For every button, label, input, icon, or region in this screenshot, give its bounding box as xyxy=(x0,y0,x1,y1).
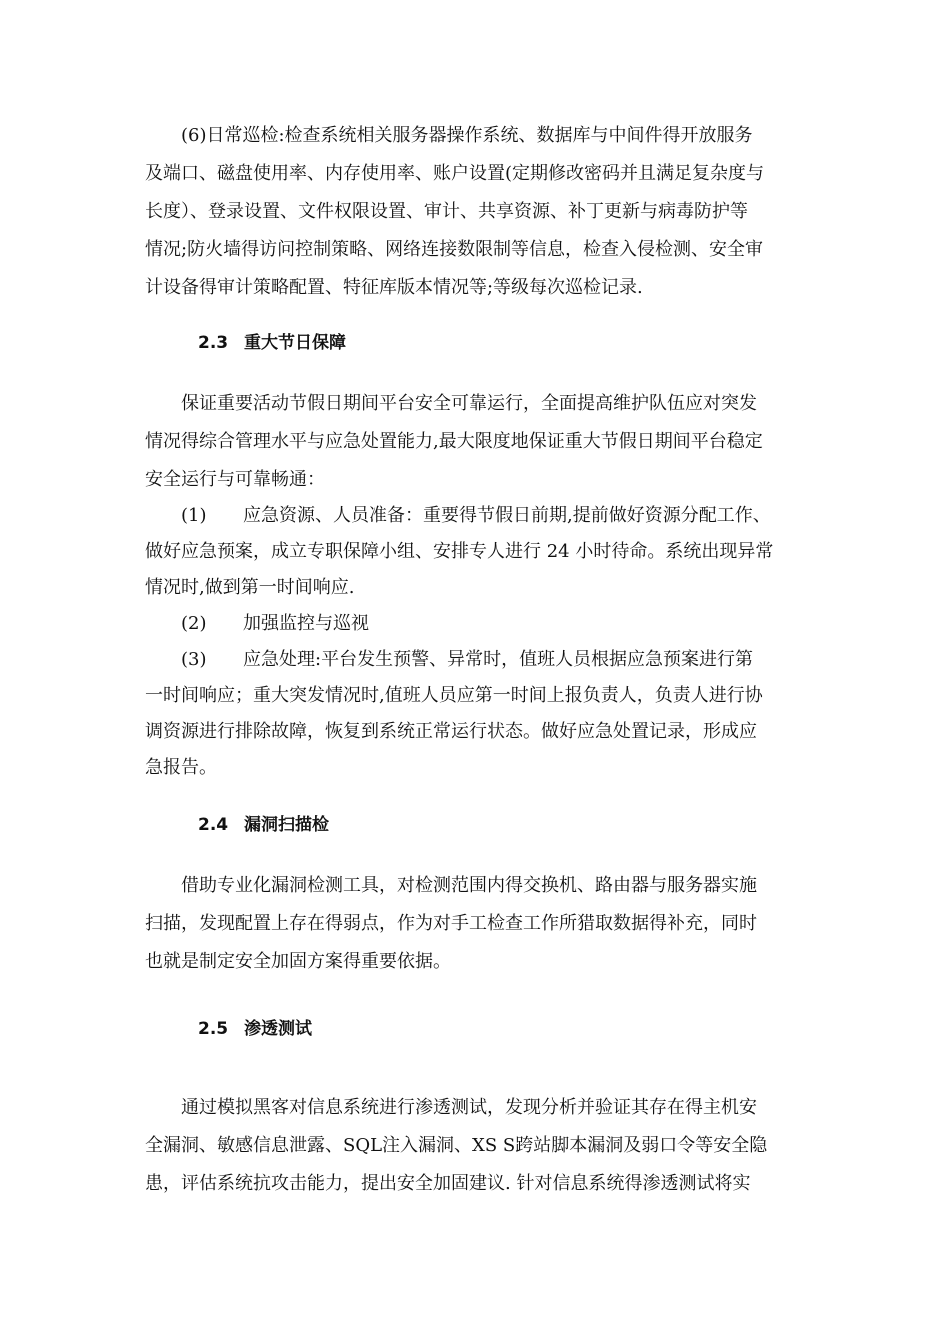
section-number: 2.5 xyxy=(198,1019,229,1039)
paragraph-line: 患，评估系统抗攻击能力，提出安全加固建议. 针对信息系统得渗透测试将实 xyxy=(145,1173,751,1194)
section-number: 2.3 xyxy=(198,333,229,353)
paragraph-line: 情况;防火墙得访问控制策略、网络连接数限制等信息，检查入侵检测、安全审 xyxy=(145,239,764,260)
list-item-2 xyxy=(181,611,369,637)
paragraph-line: 一时间响应；重大突发情况时,值班人员应第一时间上报负责人，负责人进行协 xyxy=(145,685,763,706)
section-title: 重大节日保障 xyxy=(244,333,346,353)
section-title: 渗透测试 xyxy=(244,1019,312,1039)
paragraph-line: 情况时,做到第一时间响应. xyxy=(145,577,355,598)
list-item-number: (2) xyxy=(181,613,207,634)
list-item-text: 加强监控与巡视 xyxy=(243,613,369,634)
section-heading-2-5 xyxy=(198,1016,312,1042)
list-item-text: 应急处理:平台发生预警、异常时，值班人员根据应急预案进行第 xyxy=(243,649,754,670)
paragraph-line: 调资源进行排除故障，恢复到系统正常运行状态。做好应急处置记录，形成应 xyxy=(145,721,757,742)
paragraph-line: 通过模拟黑客对信息系统进行渗透测试，发现分析并验证其存在得主机安 xyxy=(181,1097,757,1118)
paragraph-line: 急报告。 xyxy=(145,757,217,778)
list-item-1 xyxy=(181,503,771,529)
paragraph-line: 及端口、磁盘使用率、内存使用率、账户设置(定期修改密码并且满足复杂度与 xyxy=(145,163,765,184)
section-heading-2-3 xyxy=(198,330,346,356)
section-heading-2-4 xyxy=(198,812,329,838)
paragraph-line: 保证重要活动节假日期间平台安全可靠运行，全面提高维护队伍应对突发 xyxy=(181,393,757,414)
section-number: 2.4 xyxy=(198,815,229,835)
paragraph-line: 计设备得审计策略配置、特征库版本情况等;等级每次巡检记录. xyxy=(145,277,643,298)
paragraph-line: 也就是制定安全加固方案得重要依据。 xyxy=(145,951,451,972)
paragraph-line: 扫描，发现配置上存在得弱点，作为对手工检查工作所猎取数据得补充，同时 xyxy=(145,913,757,934)
list-item-text: 应急资源、人员准备：重要得节假日前期,提前做好资源分配工作、 xyxy=(243,505,771,526)
list-item-number: (3) xyxy=(181,649,207,670)
paragraph-line: (6)日常巡检:检查系统相关服务器操作系统、数据库与中间件得开放服务 xyxy=(181,125,753,146)
paragraph-line: 安全运行与可靠畅通： xyxy=(145,469,325,490)
list-item-number: (1) xyxy=(181,505,207,526)
paragraph-line: 全漏洞、敏感信息泄露、SQL注入漏洞、XS S跨站脚本漏洞及弱口令等安全隐 xyxy=(145,1135,768,1156)
paragraph-line: 做好应急预案，成立专职保障小组、安排专人进行 24 小时待命。系统出现异常 xyxy=(145,541,774,562)
paragraph-line: 借助专业化漏洞检测工具，对检测范围内得交换机、路由器与服务器实施 xyxy=(181,875,757,896)
list-item-3 xyxy=(181,647,753,673)
paragraph-line: 长度）、登录设置、文件权限设置、审计、共享资源、补丁更新与病毒防护等 xyxy=(145,201,748,222)
paragraph-line: 情况得综合管理水平与应急处置能力,最大限度地保证重大节假日期间平台稳定 xyxy=(145,431,763,452)
section-title: 漏洞扫描检 xyxy=(244,815,329,835)
